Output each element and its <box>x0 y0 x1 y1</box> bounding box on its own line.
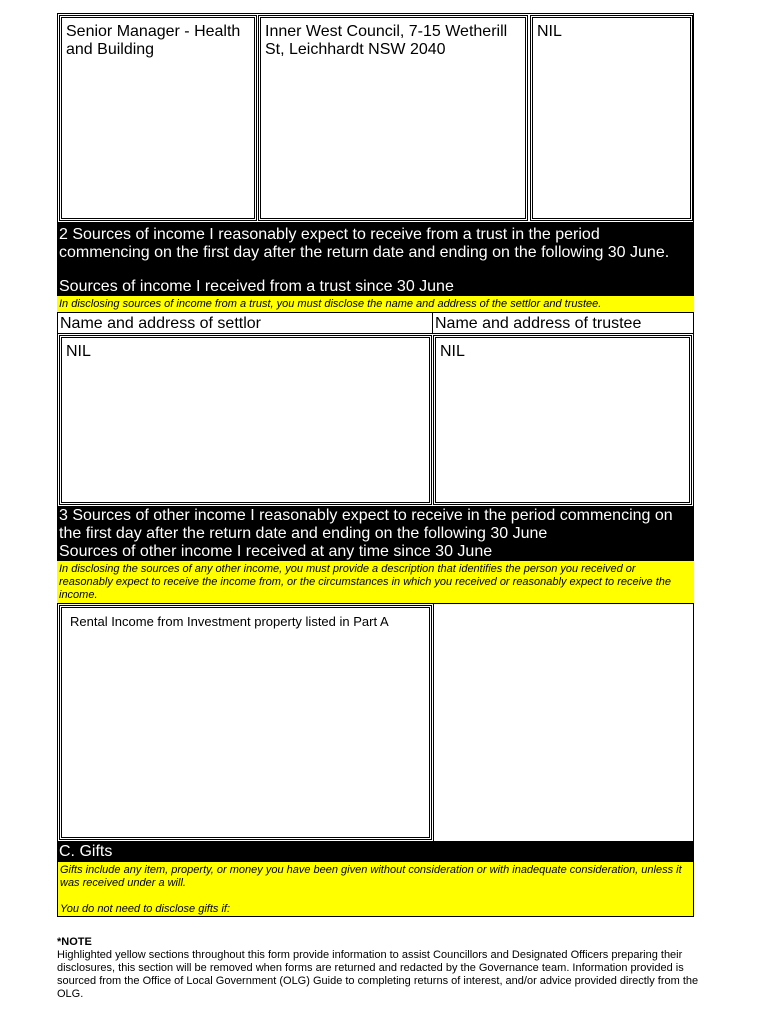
position-cell <box>59 15 257 221</box>
settlor-column-header <box>57 312 433 334</box>
section3-note-text: In disclosing the sources of any other income, you must provide a description that identifies the person you received or reasonably expect to receive the income from, or the circumstances in which you received or reasonably expect to receive the income. <box>59 563 672 601</box>
trustee-value: NIL <box>440 343 465 360</box>
section3-value-cell <box>59 605 432 840</box>
trustee-value-cell <box>433 335 692 505</box>
interest-value: NIL <box>537 23 562 40</box>
settlor-value-cell <box>59 335 432 505</box>
section3-right-divider <box>433 603 434 842</box>
address-cell <box>258 15 528 221</box>
section3-note <box>57 561 694 603</box>
section2-heading <box>57 223 694 296</box>
gifts-note-line1: Gifts include any item, property, or money you have been given without consideration or with inadequate consideration, unless it was received under a will. <box>60 864 682 889</box>
address-value: Inner West Council, 7-15 Wetherill St, Leichhardt NSW 2040 <box>265 23 508 58</box>
gifts-note-line2: You do not need to disclose gifts if: <box>60 903 231 915</box>
footer-note <box>57 936 722 1001</box>
settlor-value: NIL <box>66 343 91 360</box>
gifts-heading <box>57 842 694 862</box>
section2-heading-line1: 2 Sources of income I reasonably expect to receive from a trust in the period commencing on the first day after the return date and ending on the following 30 June. <box>59 226 670 261</box>
footer-note-title: *NOTE <box>57 936 92 948</box>
section2-note-text: In disclosing sources of income from a trust, you must disclose the name and address of the settlor and trustee. <box>59 298 602 310</box>
interest-cell <box>530 15 693 221</box>
footer-note-body: Highlighted yellow sections throughout this form provide information to assist Councillors and Designated Officers preparing their disclosures, this section will be removed when forms are returned and redacted by the Governance team. Information provided is sourced from the Office of Local Government (OLG) Guide to completing returns of interest, and/or advice provided directly from the OLG. <box>57 949 699 1000</box>
section2-note <box>57 296 694 312</box>
settlor-column-label: Name and address of settlor <box>60 315 261 332</box>
gifts-heading-text: C. Gifts <box>59 843 113 860</box>
trustee-column-header <box>432 312 694 334</box>
gifts-note <box>57 862 694 917</box>
position-value: Senior Manager - Health and Building <box>66 23 241 58</box>
section3-value: Rental Income from Investment property listed in Part A <box>70 614 389 629</box>
section3-heading-line2: Sources of other income I received at any time since 30 June <box>59 543 493 560</box>
section2-heading-line2: Sources of income I received from a trust since 30 June <box>59 278 454 295</box>
section3-heading <box>57 507 694 561</box>
section3-heading-line1: 3 Sources of other income I reasonably expect to receive in the period commencing on the first day after the return date and ending on the following 30 June <box>59 507 673 542</box>
trustee-column-label: Name and address of trustee <box>435 315 642 332</box>
